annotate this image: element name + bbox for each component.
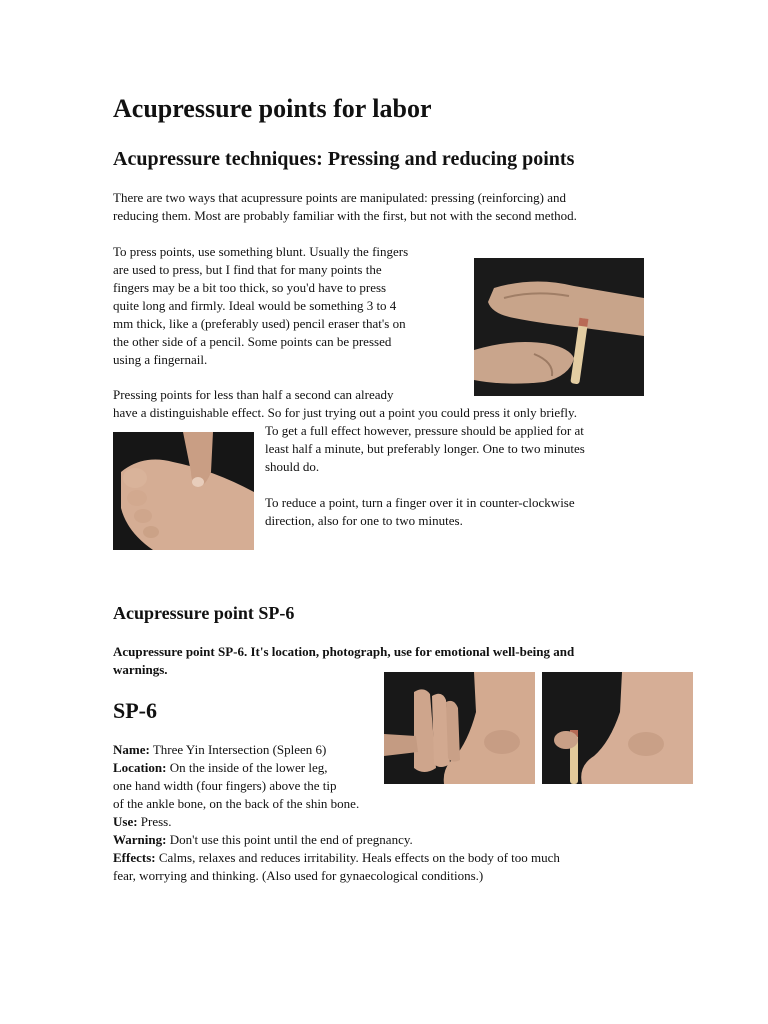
duration-line-4: least half a minute, but preferably longer. One to two minutes [265,441,585,456]
techniques-heading: Acupressure techniques: Pressing and reducing points [113,148,575,170]
press-line-3: fingers may be a bit too thick, so you'd have to press [113,280,387,295]
sp6-location-value: On the inside of the lower leg, [166,760,328,775]
press-line-2: are used to press, but I find that for many points the [113,262,382,277]
sp6-summary-line-2: warnings. [113,662,168,677]
ankle-pencil-photo [542,672,693,784]
sp6-use-value: Press. [137,814,172,829]
sp6-location-line-2: one hand width (four fingers) above the tip [113,778,337,793]
duration-line-5: should do. [265,459,320,474]
press-line-1: To press points, use something blunt. Usually the fingers [113,244,409,259]
sp6-warning-row [113,831,413,849]
wrist-pencil-photo [474,258,644,396]
intro-line-1: There are two ways that acupressure points are manipulated: pressing (reinforcing) and [113,190,567,205]
press-line-4: quite long and firmly. Ideal would be something 3 to 4 [113,298,397,313]
sp6-effects-row [113,849,560,867]
sp6-location-row [113,759,327,777]
duration-line-1: Pressing points for less than half a second can already [113,387,394,402]
duration-line-2: have a distinguishable effect. So for just trying out a point you could press it only briefly. [113,405,577,420]
press-line-7: using a fingernail. [113,352,208,367]
sp6-section-heading: Acupressure point SP-6 [113,603,295,623]
sp6-name-row [113,741,326,759]
sp6-name-label: Name: [113,742,150,757]
sp6-name-value: Three Yin Intersection (Spleen 6) [149,742,327,757]
sp6-use-label: Use: [113,814,138,829]
page-title: Acupressure points for labor [113,94,432,123]
sp6-warning-label: Warning: [113,832,167,847]
sp6-use-row [113,813,172,831]
intro-line-2: reducing them. Most are probably familiar with the first, but not with the second method. [113,208,577,223]
sp6-location-line-3: of the ankle bone, on the back of the shin bone. [113,796,360,811]
sp6-summary-line-1: Acupressure point SP-6. It's location, photograph, use for emotional well-being and [113,644,575,659]
reduce-line-2: direction, also for one to two minutes. [265,513,463,528]
sp6-effects-value: Calms, relaxes and reduces irritability. Heals effects on the body of too much [155,850,560,865]
sp6-effects-label: Effects: [113,850,156,865]
press-line-5: mm thick, like a (preferably used) pencil eraser that's on [113,316,406,331]
sp6-heading: SP-6 [113,698,157,723]
foot-finger-photo [113,432,254,550]
sp6-location-label: Location: [113,760,167,775]
reduce-line-1: To reduce a point, turn a finger over it in counter-clockwise [265,495,575,510]
sp6-effects-line-2: fear, worrying and thinking. (Also used for gynaecological conditions.) [113,868,484,883]
press-line-6: the other side of a pencil. Some points can be pressed [113,334,392,349]
sp6-warning-value: Don't use this point until the end of pregnancy. [166,832,413,847]
duration-line-3: To get a full effect however, pressure should be applied for at [265,423,584,438]
ankle-hand-photo [384,672,535,784]
